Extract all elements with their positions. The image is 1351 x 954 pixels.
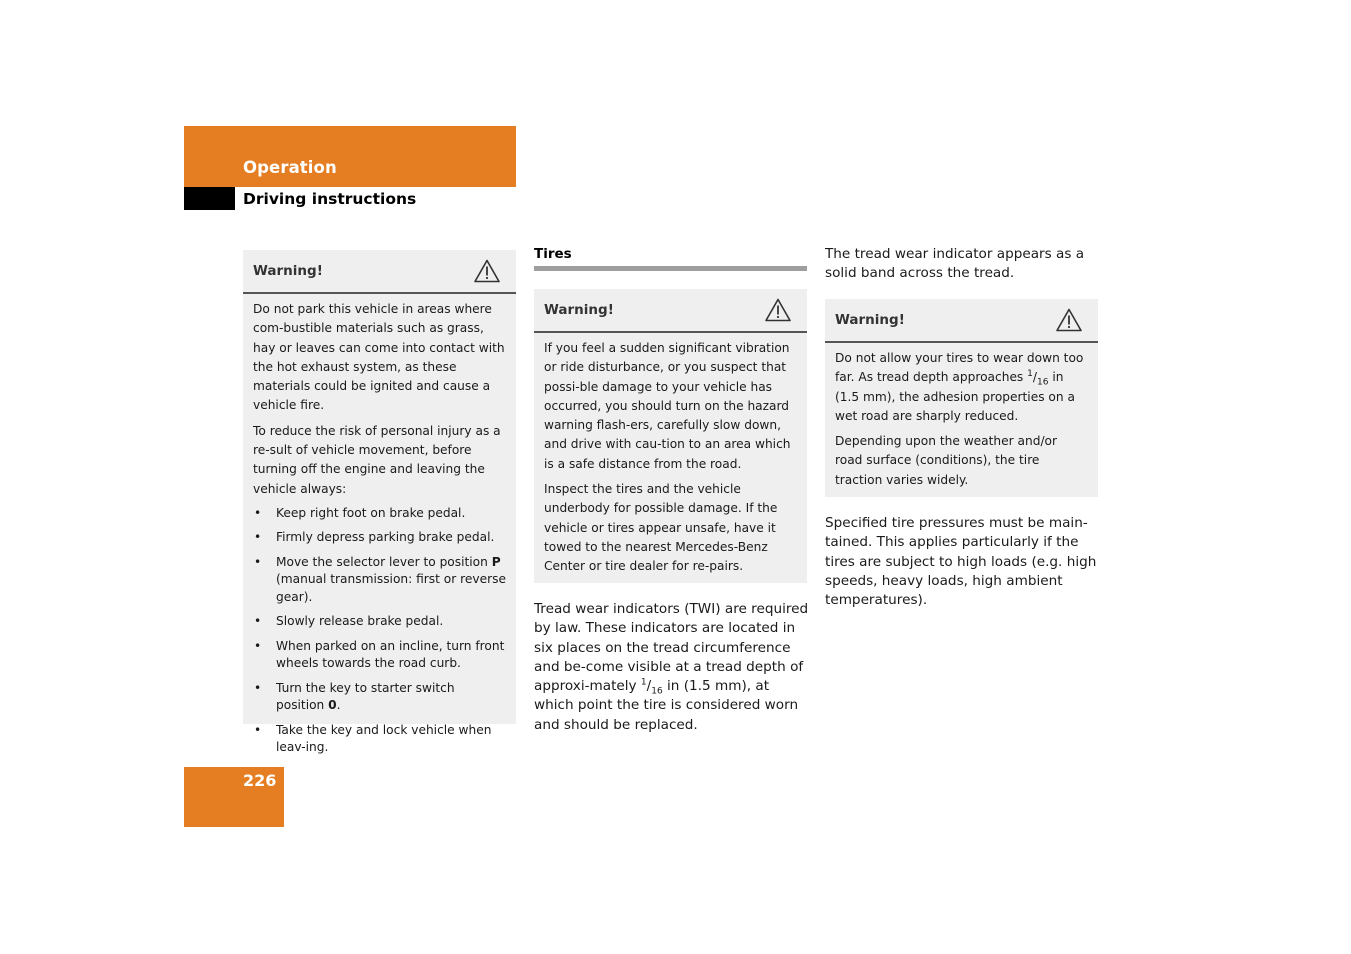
page-number: 226 xyxy=(243,771,277,790)
warning-title: Warning! xyxy=(253,263,323,279)
warning-box-vibration xyxy=(534,289,807,583)
warning-title: Warning! xyxy=(544,302,614,318)
warning-body xyxy=(243,294,516,772)
warning-title: Warning! xyxy=(835,312,905,328)
list-item: • Keep right foot on brake pedal. xyxy=(253,505,506,523)
warning-body xyxy=(534,333,807,591)
warning-paragraph: Do not allow your tires to wear down too far. As tread depth approaches $^1/_{16}$ in (1.5 mm), the adhesion properties on a wet road are sharply reduced. xyxy=(835,351,1084,423)
warning-header xyxy=(825,299,1098,343)
warning-header xyxy=(243,250,516,294)
heading-rule xyxy=(534,266,807,271)
list-item: • Firmly depress parking brake pedal. xyxy=(253,529,506,547)
header-bar xyxy=(184,126,516,187)
list-item: • When parked on an incline, turn front wheels towards the road curb. xyxy=(253,638,506,673)
warning-triangle-icon xyxy=(1056,308,1082,332)
bullet-list xyxy=(253,505,506,757)
list-item: • Slowly release brake pedal. xyxy=(253,613,506,631)
tires-heading: Tires xyxy=(534,246,572,262)
subsection-title: Driving instructions xyxy=(243,190,417,208)
twi-paragraph: Tread wear indicators (TWI) are required by law. These indicators are located in six places on the tread circumference and be-come visible at a tread depth of approxi-mately $^1/_{16}$ in (1.5 mm), at which point the tire is considered worn and should be replaced. xyxy=(534,601,809,733)
warning-box-tread-depth xyxy=(825,299,1098,497)
warning-triangle-icon xyxy=(765,298,791,322)
list-item: • Take the key and lock vehicle when leav-ing. xyxy=(253,722,506,757)
tread-indicator-paragraph: The tread wear indicator appears as a solid band across the tread. xyxy=(825,246,1085,282)
warning-paragraph: Inspect the tires and the vehicle underbody for possible damage. If the vehicle or tires appear unsafe, have it towed to the nearest Mercedes-Benz Center or tire dealer for re-pairs. xyxy=(544,482,778,574)
warning-paragraph: If you feel a sudden significant vibration or ride disturbance, or you suspect that possi-ble damage to your vehicle has occurred, you should turn on the hazard warning flash-ers, carefully slow down, and drive with cau-tion to an area which is a safe distance from the road. xyxy=(544,341,791,471)
warning-header xyxy=(534,289,807,333)
warning-paragraph: Depending upon the weather and/or road surface (conditions), the tire traction varies widely. xyxy=(835,434,1058,487)
warning-box-parking xyxy=(243,250,516,755)
tire-pressure-paragraph: Specified tire pressures must be main-tained. This applies particularly if the tires are subject to high loads (e.g. high speeds, heavy loads, high ambient temperatures). xyxy=(825,515,1097,609)
list-item: • Turn the key to starter switch position 0. xyxy=(253,680,506,715)
header-marker xyxy=(184,187,235,210)
list-item: • Move the selector lever to position P (manual transmission: first or reverse gear). xyxy=(253,554,506,607)
warning-paragraph: Do not park this vehicle in areas where com-bustible materials such as grass, hay or leaves can come into contact with the hot exhaust system, as these materials could be ignited and cause a vehicle fire. xyxy=(253,302,505,413)
warning-paragraph: To reduce the risk of personal injury as a re-sult of vehicle movement, before turning off the engine and leaving the vehicle always: xyxy=(253,423,501,496)
warning-triangle-icon xyxy=(474,259,500,283)
section-title: Operation xyxy=(243,158,337,177)
warning-body xyxy=(825,343,1098,504)
